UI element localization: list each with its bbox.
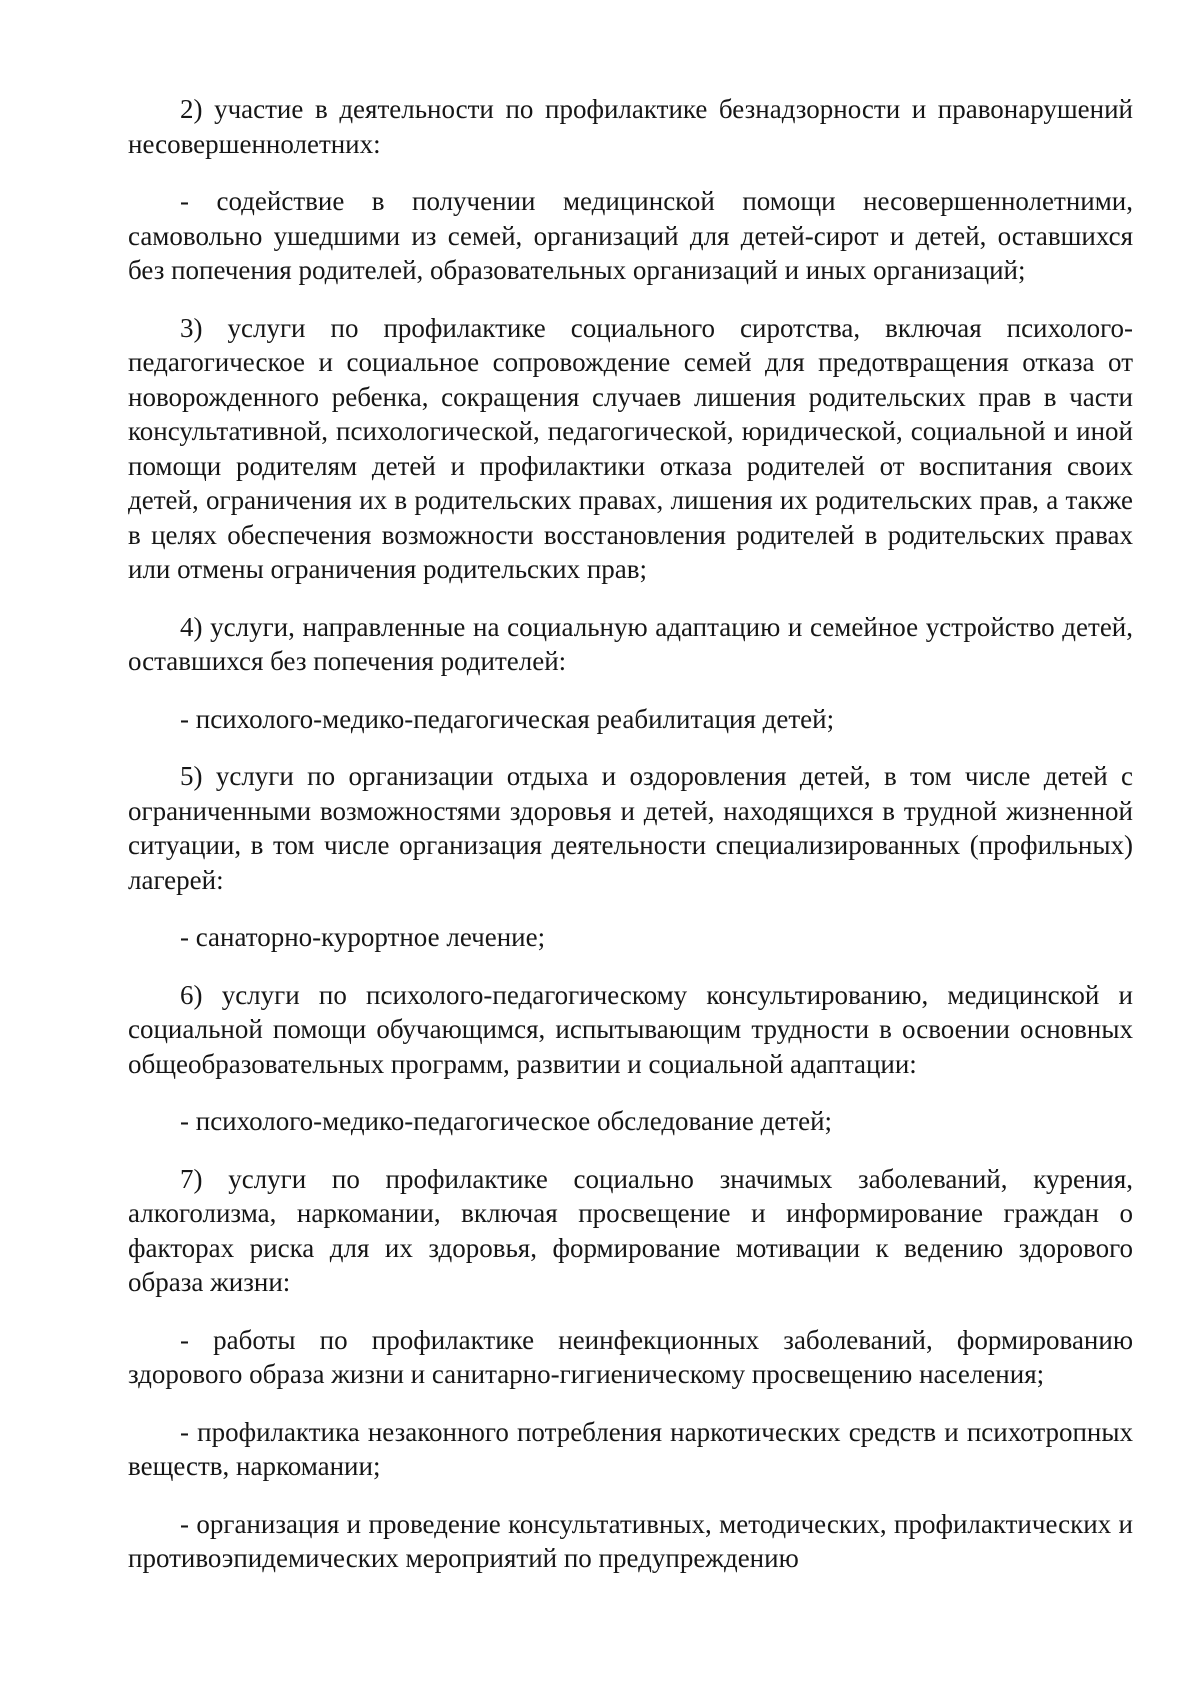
paragraph-item-6-bullet: - психолого-медико-педагогическое обследование детей; — [180, 1106, 833, 1136]
paragraph-item-5: 5) услуги по организации отдыха и оздоровления детей, в том числе детей с ограниченными возможностями здоровья и детей, находящихся в трудной жизненной ситуации, в том числе организация деятельности специализированных (профильных) лагерей: — [128, 761, 1133, 895]
paragraph-item-3: 3) услуги по профилактике социального сиротства, включая психолого-педагогическое и социальное сопровождение семей для предотвращения отказа от новорожденного ребенка, сокращения случаев лишения родительских прав в части консультативной, психологической, педагогической, юридической, социальной и иной помощи родителям детей и профилактики отказа родителей от воспитания своих детей, ограничения их в родительских правах, лишения их родительских прав, а также в целях обеспечения возможности восстановления родителей в родительских правах или отмены ограничения родительских прав; — [128, 312, 1133, 584]
paragraph-item-7-bullet-3: - организация и проведение консультативных, методических, профилактических и противоэпидемических мероприятий по предупреждению — [128, 1508, 1133, 1573]
paragraph-item-2-bullet: - содействие в получении медицинской помощи несовершеннолетними, самовольно ушедшими из семей, организаций для детей-сирот и детей, оставшихся без попечения родителей, образовательных организаций и иных организаций; — [128, 186, 1133, 285]
document-text — [128, 92, 1133, 1599]
paragraph-item-4: 4) услуги, направленные на социальную адаптацию и семейное устройство детей, оставшихся без попечения родителей: — [128, 611, 1133, 676]
paragraph-item-5-bullet: - санаторно-курортное лечение; — [180, 922, 546, 952]
paragraph-item-6: 6) услуги по психолого-педагогическому консультированию, медицинской и социальной помощи обучающимся, испытывающим трудности в освоении основных общеобразовательных программ, развитии и социальной адаптации: — [128, 979, 1133, 1079]
paragraph-item-7-bullet-2: - профилактика незаконного потребления наркотических средств и психотропных веществ, наркомании; — [128, 1416, 1133, 1481]
paragraph-item-7-bullet-1: - работы по профилактике неинфекционных заболеваний, формированию здорового образа жизни и санитарно-гигиеническому просвещению населения; — [128, 1324, 1133, 1389]
paragraph-item-2: 2) участие в деятельности по профилактике безнадзорности и правонарушений несовершеннолетних: — [128, 94, 1133, 159]
paragraph-item-7: 7) услуги по профилактике социально значимых заболеваний, курения, алкоголизма, наркомании, включая просвещение и информирование граждан о факторах риска для их здоровья, формирование мотивации к ведению здорового образа жизни: — [128, 1163, 1133, 1297]
paragraph-item-4-bullet: - психолого-медико-педагогическая реабилитация детей; — [180, 703, 835, 734]
